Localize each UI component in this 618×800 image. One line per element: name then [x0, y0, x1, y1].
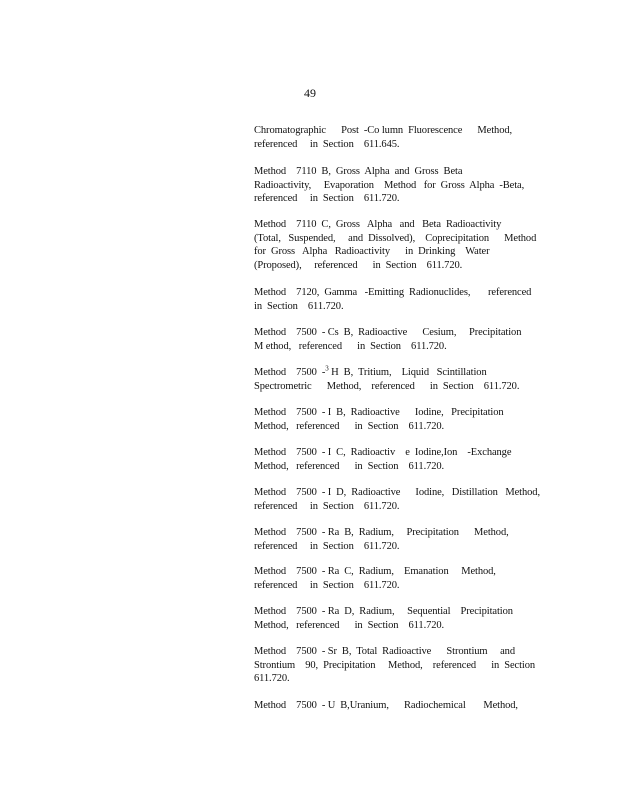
entry-line: referenced in Section 611.720. [254, 540, 400, 552]
entry-line: in Section 611.720. [254, 300, 344, 312]
method-entry [254, 699, 544, 713]
entry-line: M ethod, referenced in Section 611.720. [254, 340, 447, 352]
page-number: 49 [304, 86, 316, 100]
entry-line: Method 7500 - Ra C, Radium, Emanation Method, [254, 566, 496, 577]
entry-line: Method, referenced in Section 611.720. [254, 420, 445, 432]
entry-line: Method 7500 - I D, Radioactive Iodine, Distillation Method, [254, 487, 540, 498]
entry-line: 611.720. [254, 673, 290, 684]
entry-line: Strontium 90, Precipitation Method, referenced in Section [254, 659, 536, 671]
entry-line: Method 7500 - Cs B, Radioactive Cesium, Precipitation [254, 327, 522, 338]
entry-line: for Gross Alpha Radioactivity in Drinking Water [254, 246, 490, 257]
method-entry [254, 565, 544, 592]
entry-line: Method 7500 - Ra B, Radium, Precipitation Method, [254, 527, 509, 538]
method-entry [254, 605, 544, 632]
entry-line: Method 7500 - Sr B, Total Radioactive Strontium and [254, 646, 515, 657]
entry-line: referenced in Section 611.720. [254, 500, 400, 512]
entry-line: Method 7500 - I C, Radioactiv e Iodine,Ion -Exchange [254, 447, 512, 458]
entry-line: Method, referenced in Section 611.720. [254, 619, 445, 631]
entry-text: H B, Tritium, Liquid Scintillation [328, 367, 487, 378]
method-entry [254, 645, 544, 686]
method-entry [254, 286, 544, 313]
entry-line: referenced in Section 611.645. [254, 138, 400, 150]
entry-line: Spectrometric Method, referenced in Section 611.720. [254, 380, 520, 392]
entry-text: Method 7500 - [254, 367, 326, 378]
entry-line: Method 7110 C, Gross Alpha and Beta Radioactivity [254, 219, 502, 230]
entry-line: referenced in Section 611.720. [254, 579, 400, 591]
method-entry [254, 165, 544, 206]
entry-line: Method 7120, Gamma -Emitting Radionuclides, referenced [254, 287, 532, 298]
entry-line: Method 7500 - U B,Uranium, Radiochemical Method, [254, 700, 518, 711]
entry-line: Method 7500 - Ra D, Radium, Sequential Precipitation [254, 606, 513, 617]
entry-line: Method 7500 - I B, Radioactive Iodine, Precipitation [254, 407, 504, 418]
method-entry [254, 406, 544, 433]
method-entry [254, 326, 544, 353]
entry-line-with-superscript [254, 366, 544, 380]
entry-line: Chromatographic Post -Co lumn Fluorescence Method, [254, 125, 513, 136]
method-entry [254, 526, 544, 553]
method-entry [254, 124, 544, 151]
method-entry [254, 366, 544, 393]
method-entry [254, 218, 544, 272]
entry-line: referenced in Section 611.720. [254, 193, 400, 204]
entry-line: (Proposed), referenced in Section 611.720. [254, 259, 463, 271]
superscript: 3 [325, 364, 329, 373]
method-entry [254, 486, 544, 513]
entry-line: Method 7110 B, Gross Alpha and Gross Beta [254, 166, 463, 177]
entry-line: Radioactivity, Evaporation Method for Gross Alpha -Beta, [254, 179, 525, 191]
entry-line: (Total, Suspended, and Dissolved), Coprecipitation Method [254, 232, 537, 244]
method-entry [254, 446, 544, 473]
entry-line: Method, referenced in Section 611.720. [254, 460, 445, 472]
